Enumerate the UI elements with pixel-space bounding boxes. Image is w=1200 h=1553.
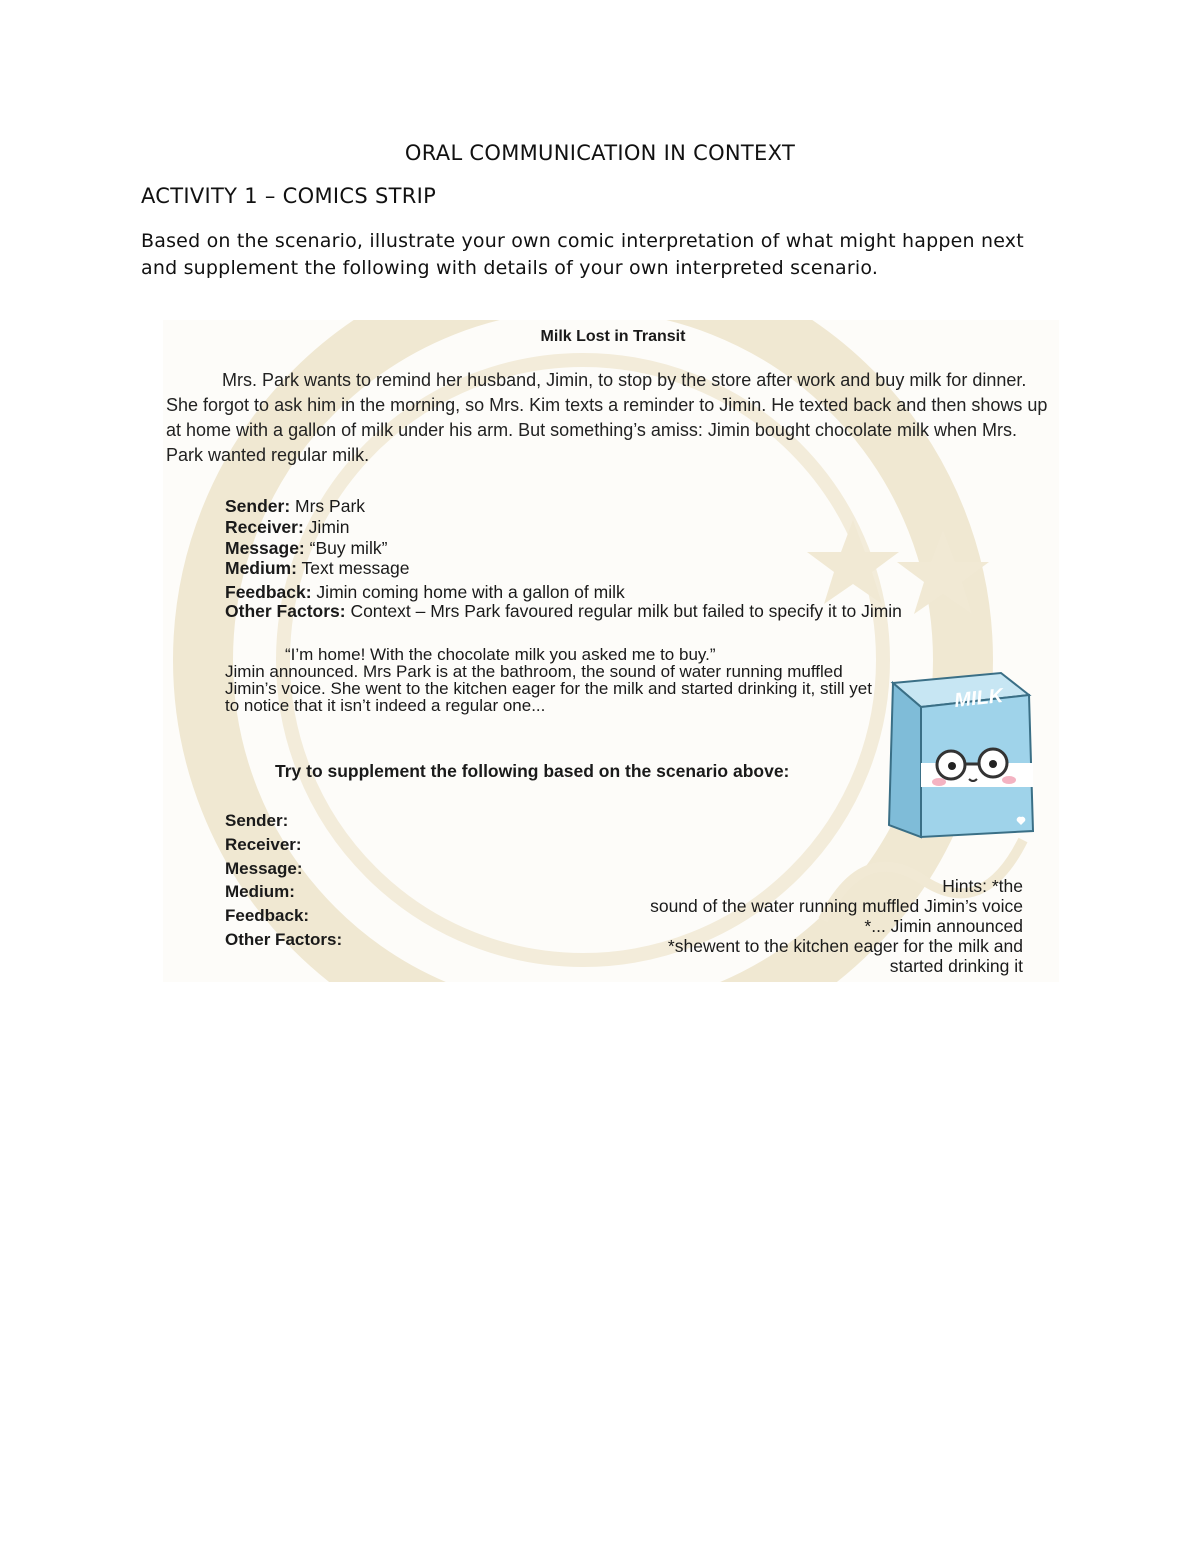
dialog-continuation: Jimin announced. Mrs Park is at the bathroom, the sound of water running muffled Jimin’s voice. She went to the kitchen eager for the milk and started drinking it, still yet to notice that it isn’t indeed a regular one... [225, 662, 872, 715]
hint-line: started drinking it [889, 956, 1023, 976]
blank-message-label: Message: [225, 859, 303, 878]
dialog-paragraph [225, 646, 875, 714]
message-row [225, 538, 387, 558]
hint-line: sound of the water running muffled Jimin’s voice [650, 896, 1023, 916]
blank-sender-label: Sender: [225, 811, 289, 830]
message-value: “Buy milk” [304, 538, 388, 558]
feedback-row [225, 582, 625, 602]
scenario-title: Milk Lost in Transit [540, 328, 686, 345]
instructions-text: Based on the scenario, illustrate your own comic interpretation of what might happen next and supplement the following with details of your own interpreted scenario. [141, 230, 1024, 279]
blank-other-factors-label: Other Factors: [225, 930, 343, 949]
sender-value: Mrs Park [290, 496, 366, 516]
blank-receiver-label: Receiver: [225, 835, 302, 854]
medium-value: Text message [296, 558, 410, 578]
other-factors-label: Other Factors: [225, 601, 346, 621]
message-label: Message: [225, 538, 305, 558]
hint-line: *... Jimin announced [864, 916, 1023, 936]
other-factors-value: Context – Mrs Park favoured regular milk but failed to specify it to Jimin [345, 601, 902, 621]
medium-row [225, 558, 409, 578]
dialog-line: “I’m home! With the chocolate milk you asked me to buy.” [285, 645, 716, 664]
scenario-image [163, 320, 1059, 982]
milk-carton-illustration [881, 665, 1041, 845]
hint-line: Hints: *the [942, 876, 1023, 896]
carton-label: MILK [953, 684, 1005, 712]
feedback-label: Feedback: [225, 582, 312, 602]
sender-row [225, 496, 365, 516]
medium-label: Medium: [225, 558, 297, 578]
hints-block [503, 876, 1023, 976]
scenario-story: Mrs. Park wants to remind her husband, Jimin, to stop by the store after work and buy milk for dinner. She forgot to ask him in the morning, so Mrs. Kim texts a reminder to Jimin. He texted back and then shows up at home with a gallon of milk under his arm. But something’s amiss: Jimin bought chocolate milk when Mrs. Park wanted regular milk. [166, 370, 1048, 465]
feedback-value: Jimin coming home with a gallon of milk [311, 582, 625, 602]
blank-medium-label: Medium: [225, 882, 295, 901]
blank-feedback-label: Feedback: [225, 906, 310, 925]
receiver-value: Jimin [303, 517, 350, 537]
other-factors-row [225, 601, 902, 621]
hint-line: *shewent to the kitchen eager for the milk and [667, 936, 1023, 956]
supplement-heading: Try to supplement the following based on the scenario above: [275, 761, 790, 781]
activity-heading: ACTIVITY 1 – COMICS STRIP [141, 184, 437, 208]
receiver-row [225, 517, 350, 537]
receiver-label: Receiver: [225, 517, 304, 537]
page-title: ORAL COMMUNICATION IN CONTEXT [404, 141, 796, 165]
sender-label: Sender: [225, 496, 291, 516]
